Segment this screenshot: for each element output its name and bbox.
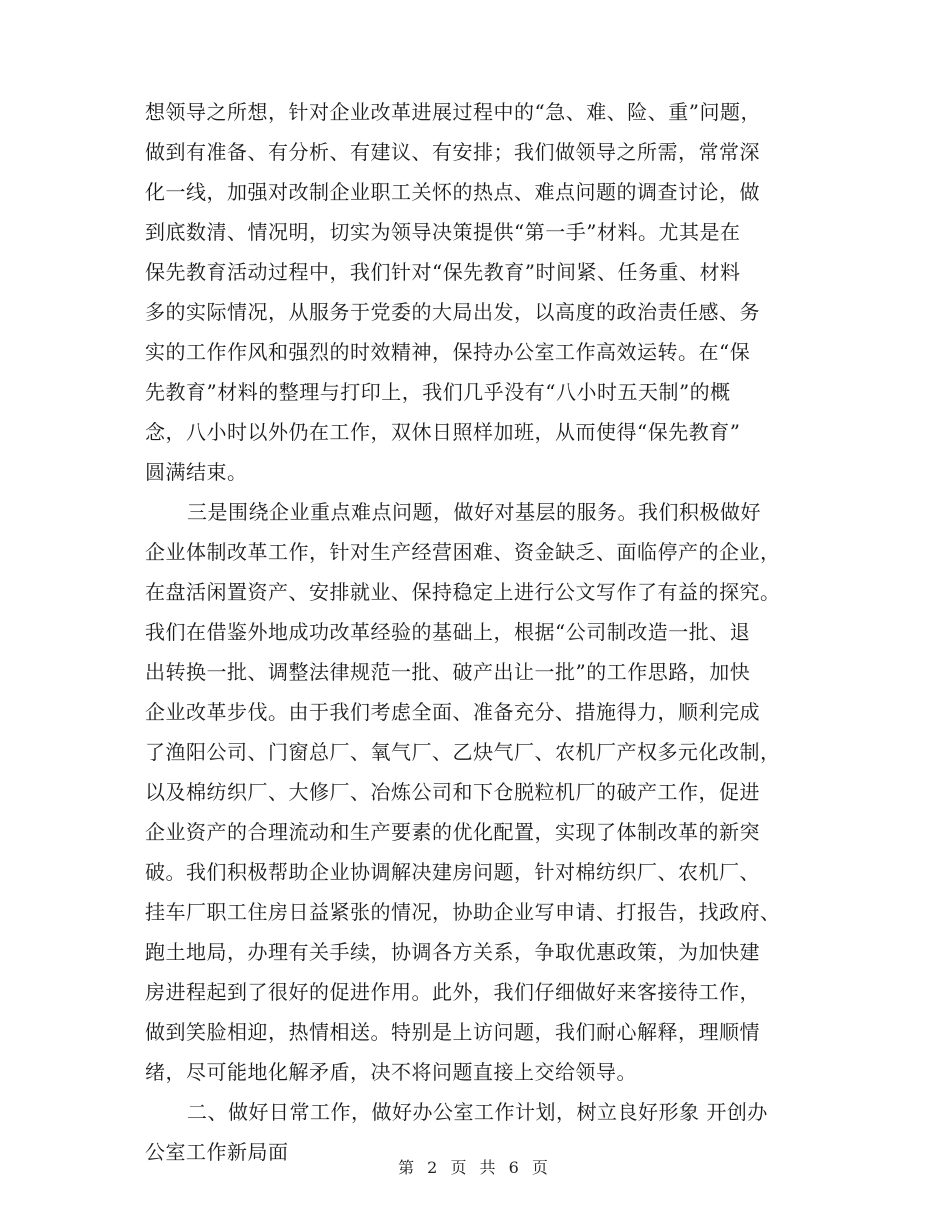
text-line: 企业资产的合理流动和生产要素的优化配置，实现了体制改革的新突 xyxy=(145,820,760,844)
text-line: 以及棉纺织厂、大修厂、冶炼公司和下仓脱粒机厂的破产工作，促进 xyxy=(145,780,760,804)
text-line: 出转换一批、调整法律规范一批、破产出让一批”的工作思路，加快 xyxy=(145,660,751,684)
text-line: 想领导之所想，针对企业改革进展过程中的“急、难、险、重”问题， xyxy=(145,100,761,124)
text-line: 企业体制改革工作，针对生产经营困难、资金缺乏、面临停产的企业， xyxy=(145,540,781,564)
text-line: 绪，尽可能地化解矛盾，决不将问题直接上交给领导。 xyxy=(145,1060,637,1084)
text-line: 做到有准备、有分析、有建议、有安排；我们做领导之所需，常常深 xyxy=(145,140,760,164)
text-line: 念，八小时以外仍在工作，双休日照样加班，从而使得“保先教育” xyxy=(145,420,741,444)
text-line: 保先教育活动过程中，我们针对“保先教育”时间紧、任务重、材料 xyxy=(145,260,741,284)
text-line: 挂车厂职工住房日益紧张的情况，协助企业写申请、打报告，找政府、 xyxy=(145,900,781,924)
text-line: 先教育”材料的整理与打印上，我们几乎没有“八小时五天制”的概 xyxy=(145,380,731,404)
text-line: 圆满结束。 xyxy=(145,460,248,484)
text-line: 多的实际情况，从服务于党委的大局出发，以高度的政治责任感、务 xyxy=(145,300,760,324)
paragraph-first-line: 三是围绕企业重点难点问题，做好对基层的服务。我们积极做好 xyxy=(187,500,761,524)
text-line: 企业改革步伐。由于我们考虑全面、准备充分、措施得力，顺利完成 xyxy=(145,700,760,724)
paragraph-first-line: 二、做好日常工作，做好办公室工作计划，树立良好形象 开创办 xyxy=(187,1100,768,1124)
text-line: 房进程起到了很好的促进作用。此外，我们仔细做好来客接待工作， xyxy=(145,980,760,1004)
page-footer: 第 2 页 共 6 页 xyxy=(398,1158,552,1177)
document-body xyxy=(145,92,805,1172)
text-line: 到底数清、情况明，切实为领导决策提供“第一手”材料。尤其是在 xyxy=(145,220,741,244)
text-line: 公室工作新局面 xyxy=(145,1140,289,1164)
text-line: 破。我们积极帮助企业协调解决建房问题，针对棉纺织厂、农机厂、 xyxy=(145,860,760,884)
text-line: 做到笑脸相迎，热情相送。特别是上访问题，我们耐心解释，理顺情 xyxy=(145,1020,760,1044)
text-line: 实的工作作风和强烈的时效精神，保持办公室工作高效运转。在“保 xyxy=(145,340,751,364)
text-line: 在盘活闲置资产、安排就业、保持稳定上进行公文写作了有益的探究。 xyxy=(145,580,781,604)
text-line: 化一线，加强对改制企业职工关怀的热点、难点问题的调查讨论，做 xyxy=(145,180,760,204)
text-line: 了渔阳公司、门窗总厂、氧气厂、乙炔气厂、农机厂产权多元化改制， xyxy=(145,740,781,764)
text-line: 跑土地局，办理有关手续，协调各方关系，争取优惠政策，为加快建 xyxy=(145,940,760,964)
text-line: 我们在借鉴外地成功改革经验的基础上，根据“公司制改造一批、退 xyxy=(145,620,751,644)
